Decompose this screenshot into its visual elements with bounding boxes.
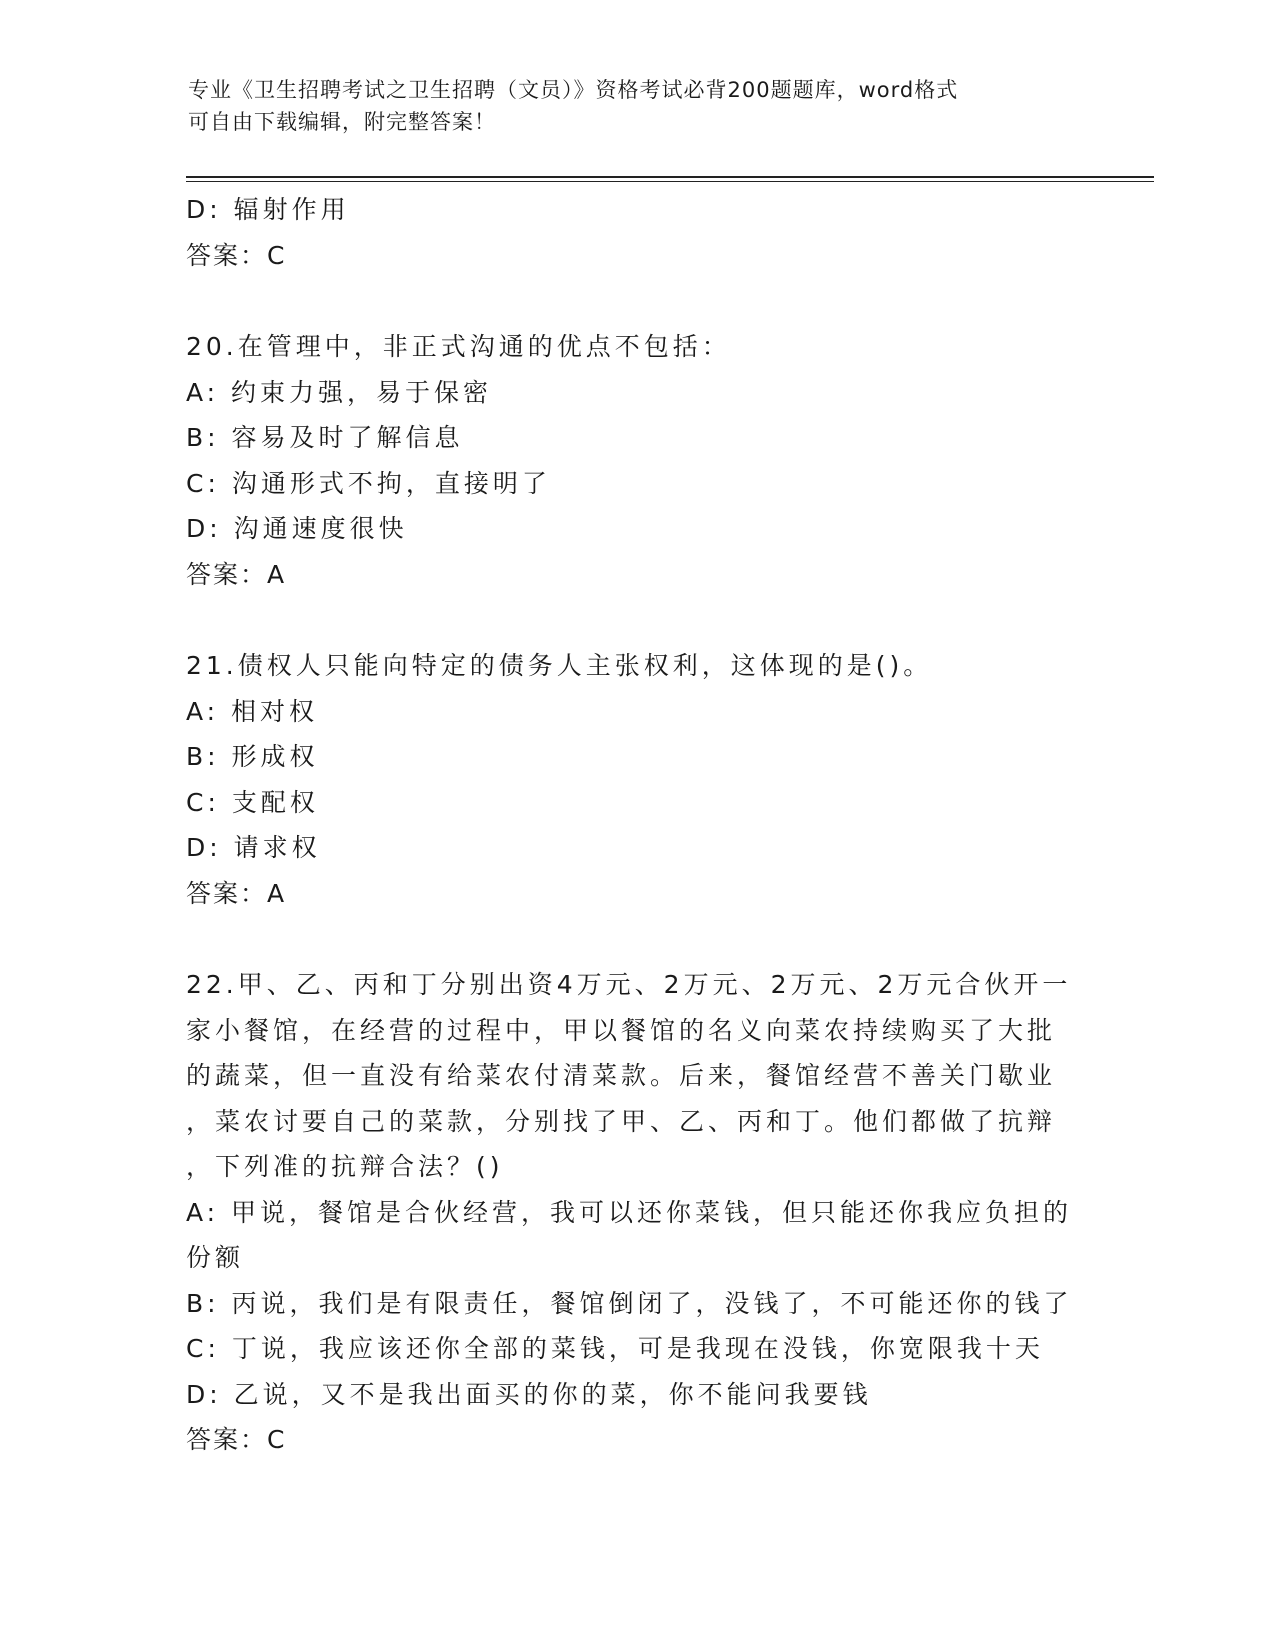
question-21-option-d: D: 请求权 (186, 833, 321, 862)
question-22-option-a-line-2: 份额 (186, 1243, 245, 1272)
prev-option-d: D: 辐射作用 (186, 195, 350, 224)
document-header (188, 74, 1088, 138)
question-21-stem: 21.债权人只能向特定的债务人主张权利，这体现的是()。 (186, 651, 933, 680)
prev-answer: 答案：C (186, 240, 287, 270)
question-20-option-b: B: 容易及时了解信息 (186, 423, 464, 452)
question-21-option-a: A: 相对权 (186, 696, 319, 726)
header-rule-thick (186, 176, 1154, 178)
header-rule-thin (186, 181, 1154, 182)
question-20-answer: 答案：A (186, 559, 287, 589)
question-content (186, 187, 1086, 1463)
question-21-option-b: B: 形成权 (186, 742, 319, 771)
header-line-2: 可自由下载编辑，附完整答案！ (188, 110, 496, 134)
question-20-option-a: A: 约束力强，易于保密 (186, 377, 493, 407)
header-line-1: 专业《卫生招聘考试之卫生招聘（文员）》资格考试必背200题题库，word格式 (188, 78, 959, 102)
question-21 (186, 643, 1086, 916)
spacer (186, 597, 1086, 643)
question-22-answer: 答案：C (186, 1425, 287, 1454)
question-20-stem: 20.在管理中，非正式沟通的优点不包括： (186, 332, 731, 361)
question-22 (186, 962, 1086, 1463)
question-21-answer: 答案：A (186, 878, 287, 908)
question-22-stem-line-3: 的蔬菜，但一直没有给菜农付清菜款。后来，餐馆经营不善关门歇业 (186, 1061, 1057, 1090)
question-22-option-c: C: 丁说，我应该还你全部的菜钱，可是我现在没钱，你宽限我十天 (186, 1334, 1044, 1363)
spacer (186, 278, 1086, 324)
spacer (186, 916, 1086, 962)
question-22-stem-line-1: 22.甲、乙、丙和丁分别出资4万元、2万元、2万元、2万元合伙开一 (186, 970, 1072, 999)
question-22-stem-line-5: ，下列准的抗辩合法？() (186, 1152, 504, 1181)
question-22-option-b: B: 丙说，我们是有限责任，餐馆倒闭了，没钱了，不可能还你的钱了 (186, 1288, 1073, 1318)
question-22-stem-line-2: 家小餐馆，在经营的过程中，甲以餐馆的名义向菜农持续购买了大批 (186, 1015, 1057, 1045)
question-22-stem-line-4: ，菜农讨要自己的菜款，分别找了甲、乙、丙和丁。他们都做了抗辩 (186, 1106, 1057, 1136)
question-22-option-a-line-1: A: 甲说，餐馆是合伙经营，我可以还你菜钱，但只能还你我应负担的 (186, 1197, 1073, 1227)
question-20-option-d: D: 沟通速度很快 (186, 514, 408, 543)
question-20-option-c: C: 沟通形式不拘，直接明了 (186, 468, 551, 498)
question-21-option-c: C: 支配权 (186, 787, 319, 817)
question-22-option-d: D: 乙说，又不是我出面买的你的菜，你不能问我要钱 (186, 1379, 872, 1409)
question-20 (186, 324, 1086, 597)
